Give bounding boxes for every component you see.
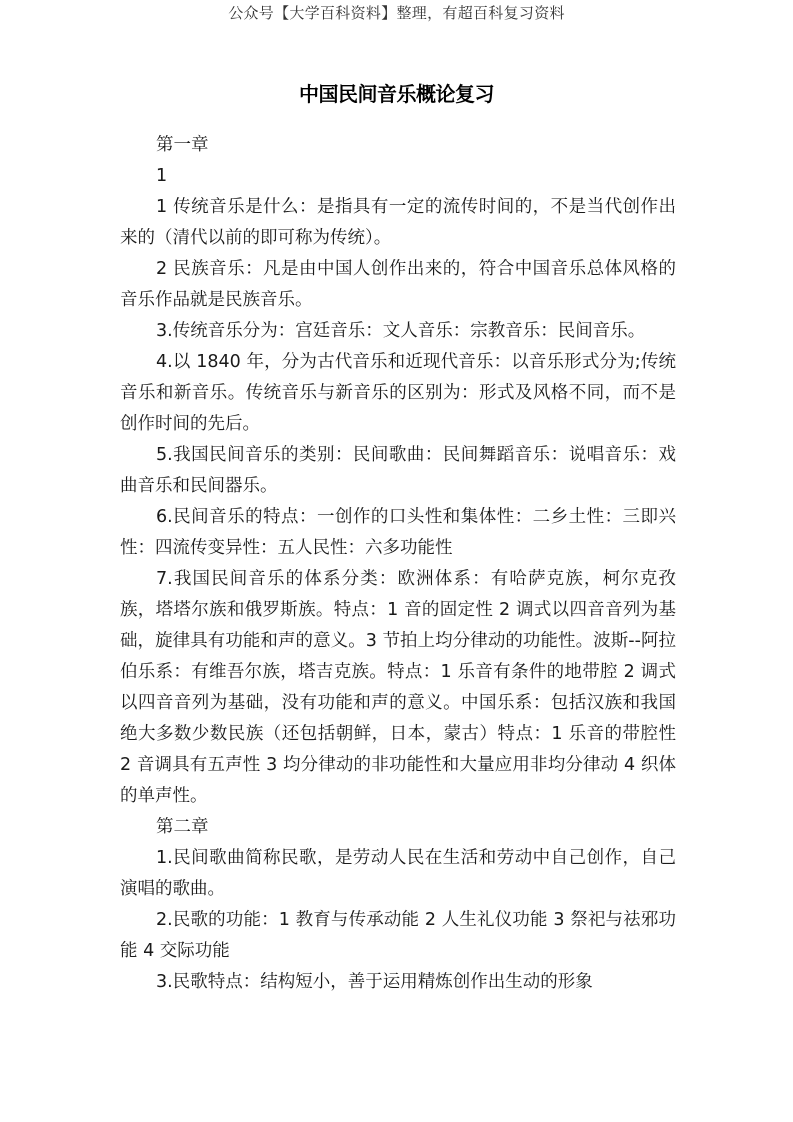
paragraph-folk-music-types: 5.我国民间音乐的类别：民间歌曲：民间舞蹈音乐：说唱音乐：戏曲音乐和民间器乐。 — [120, 445, 676, 496]
chapter-heading-1: 第一章 — [156, 135, 209, 155]
paragraph-national-music-definition: 2 民族音乐：凡是由中国人创作出来的，符合中国音乐总体风格的音乐作品就是民族音乐。 — [120, 259, 676, 310]
paragraph-traditional-music-categories: 3.传统音乐分为：宫廷音乐：文人音乐：宗教音乐：民间音乐。 — [156, 321, 646, 341]
paragraph-folk-song-functions: 2.民歌的功能：1 教育与传承动能 2 人生礼仪功能 3 祭祀与祛邪功能 4 交际功能 — [120, 910, 676, 961]
paragraph-folk-song-features: 3.民歌特点：结构短小，善于运用精炼创作出生动的形象 — [156, 972, 593, 992]
paragraph-traditional-music-definition: 1 传统音乐是什么：是指具有一定的流传时间的，不是当代创作出来的（清代以前的即可称为传统）。 — [120, 197, 676, 248]
paragraph-music-periods: 4.以 1840 年，分为古代音乐和近现代音乐：以音乐形式分为;传统音乐和新音乐。传统音乐与新音乐的区别为：形式及风格不同，而不是创作时间的先后。 — [120, 352, 676, 434]
document-body — [120, 130, 676, 998]
section-number: 1 — [156, 166, 168, 186]
paragraph-music-systems: 7.我国民间音乐的体系分类：欧洲体系：有哈萨克族，柯尔克孜族，塔塔尔族和俄罗斯族。特点：1 音的固定性 2 调式以四音音列为基础，旋律具有功能和声的意义。3 节拍上均分律动的功能性。波斯--阿拉伯乐系：有维吾尔族，塔吉克族。特点：1 乐音有条件的地带腔 2 调式以四音音列为基础，没有功能和声的意义。中国乐系：包括汉族和我国绝大多数少数民族（还包括朝鲜，日本，蒙古）特点：1 乐音的带腔性 2 音调具有五声性 3 均分律动的非功能性和大量应用非均分律动 4 织体的单声性。 — [120, 569, 676, 806]
paragraph-folk-music-features: 6.民间音乐的特点：一创作的口头性和集体性：二乡土性：三即兴性：四流传变异性：五人民性：六多功能性 — [120, 507, 676, 558]
chapter-heading-2: 第二章 — [156, 817, 209, 837]
page-header-watermark: 公众号【大学百科资料】整理，有超百科复习资料 — [228, 4, 565, 22]
paragraph-folk-song-definition: 1.民间歌曲简称民歌，是劳动人民在生活和劳动中自己创作，自己演唱的歌曲。 — [120, 848, 676, 899]
document-title: 中国民间音乐概论复习 — [299, 82, 494, 106]
